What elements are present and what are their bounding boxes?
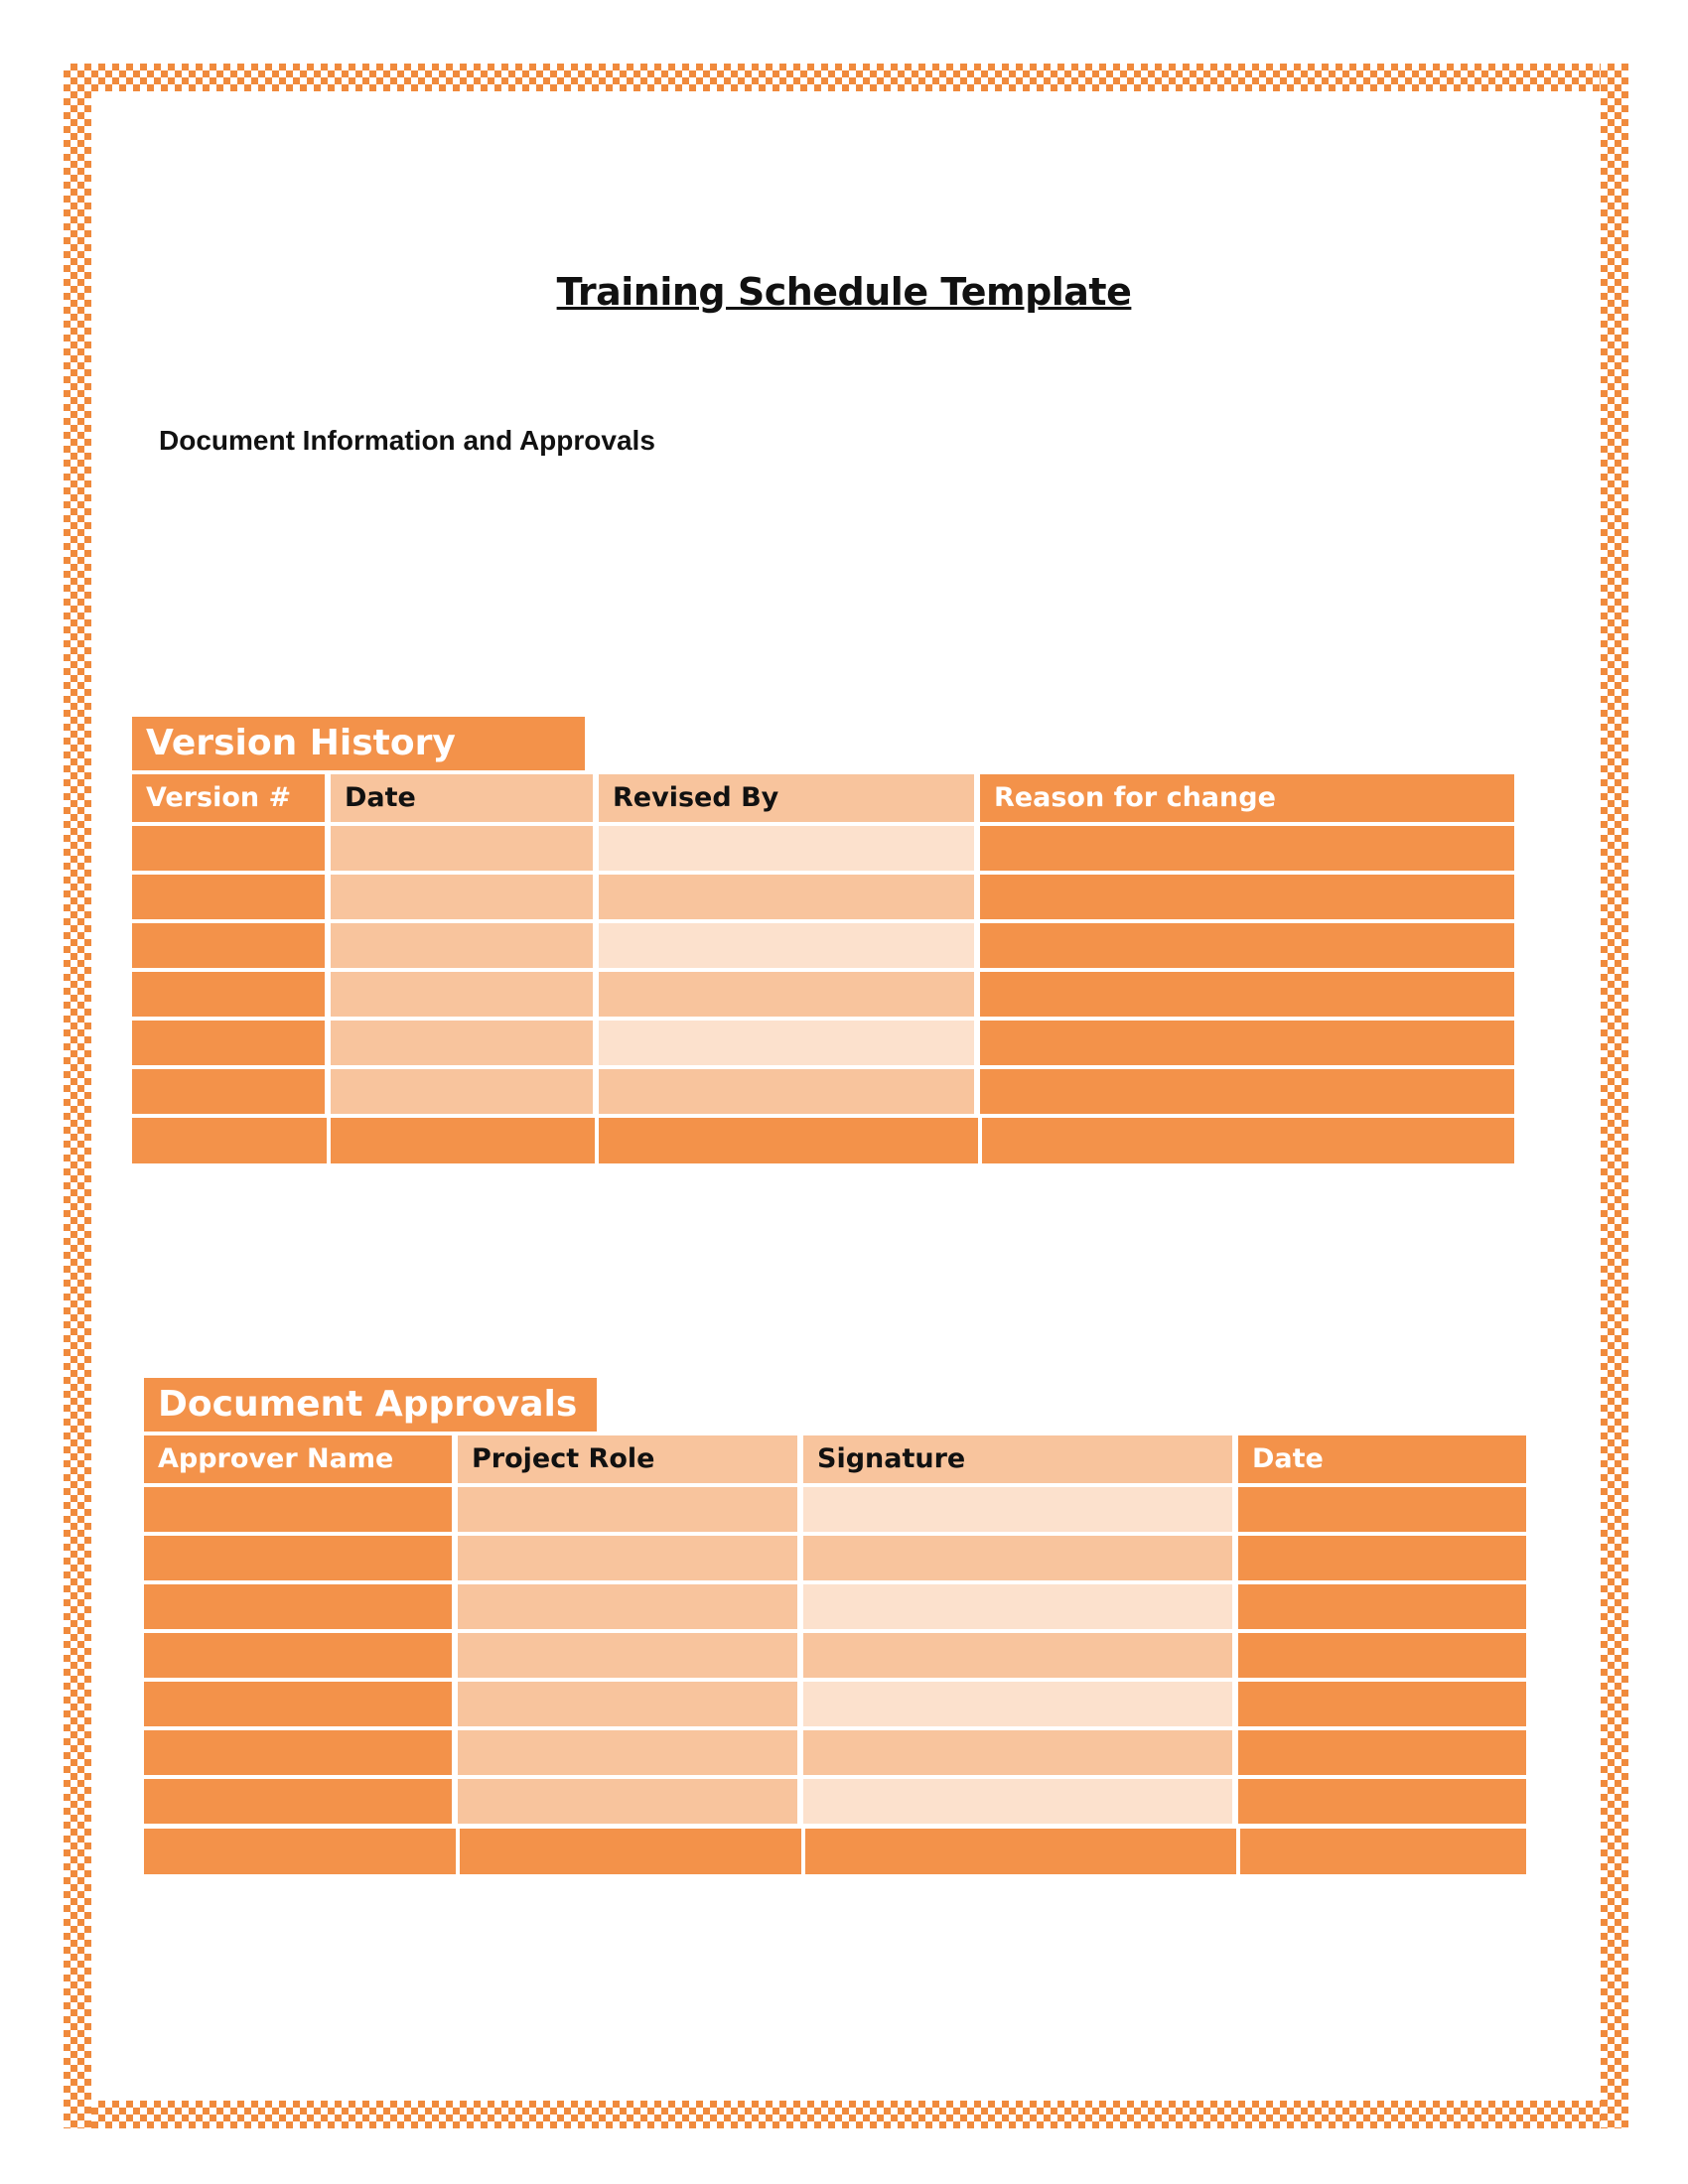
table-cell[interactable] xyxy=(132,826,325,871)
col-signature: Signature xyxy=(803,1435,1232,1483)
table-cell[interactable] xyxy=(980,875,1514,919)
table-row xyxy=(144,1730,1526,1775)
table-cell[interactable] xyxy=(1238,1536,1526,1580)
table-cell[interactable] xyxy=(144,1730,452,1775)
table-cell[interactable] xyxy=(1240,1829,1526,1874)
table-cell[interactable] xyxy=(803,1682,1232,1726)
col-version: Version # xyxy=(132,774,325,822)
table-cell[interactable] xyxy=(599,1069,974,1114)
table-cell[interactable] xyxy=(132,972,325,1017)
table-cell[interactable] xyxy=(458,1584,797,1629)
table-cell[interactable] xyxy=(599,826,974,871)
document-approvals-header xyxy=(144,1435,1526,1483)
table-cell[interactable] xyxy=(599,875,974,919)
section-subtitle: Document Information and Approvals xyxy=(159,425,655,456)
document-approvals-caption: Document Approvals xyxy=(144,1378,597,1432)
table-cell[interactable] xyxy=(458,1730,797,1775)
border-bottom xyxy=(64,2101,1628,2128)
table-cell[interactable] xyxy=(803,1487,1232,1532)
table-row xyxy=(132,972,1514,1017)
table-row xyxy=(144,1682,1526,1726)
version-history-table xyxy=(132,717,1514,1163)
table-cell[interactable] xyxy=(980,1069,1514,1114)
table-row xyxy=(144,1536,1526,1580)
version-history-caption: Version History xyxy=(132,717,585,770)
table-cell[interactable] xyxy=(144,1487,452,1532)
table-cell[interactable] xyxy=(1238,1584,1526,1629)
table-cell[interactable] xyxy=(331,1021,593,1065)
table-cell[interactable] xyxy=(1238,1779,1526,1824)
border-left xyxy=(64,64,91,2128)
table-cell[interactable] xyxy=(458,1536,797,1580)
table-cell[interactable] xyxy=(132,1118,327,1163)
table-cell[interactable] xyxy=(144,1682,452,1726)
table-cell[interactable] xyxy=(803,1584,1232,1629)
table-cell[interactable] xyxy=(458,1779,797,1824)
version-history-header xyxy=(132,774,1514,822)
table-cell[interactable] xyxy=(805,1829,1236,1874)
document-approvals-table xyxy=(144,1378,1526,1864)
table-row xyxy=(132,1021,1514,1065)
table-cell[interactable] xyxy=(331,1118,595,1163)
table-cell[interactable] xyxy=(144,1536,452,1580)
table-cell[interactable] xyxy=(803,1536,1232,1580)
table-cell[interactable] xyxy=(460,1829,801,1874)
table-cell[interactable] xyxy=(803,1779,1232,1824)
version-history-footer xyxy=(132,1118,1514,1163)
col-revised-by: Revised By xyxy=(599,774,974,822)
table-cell[interactable] xyxy=(803,1633,1232,1678)
table-cell[interactable] xyxy=(331,923,593,968)
table-cell[interactable] xyxy=(132,875,325,919)
table-row xyxy=(132,826,1514,871)
table-cell[interactable] xyxy=(331,972,593,1017)
table-row xyxy=(132,1069,1514,1114)
border-right xyxy=(1601,64,1628,2128)
table-cell[interactable] xyxy=(599,972,974,1017)
table-cell[interactable] xyxy=(144,1779,452,1824)
document-approvals-body xyxy=(144,1487,1526,1828)
table-cell[interactable] xyxy=(144,1633,452,1678)
table-cell[interactable] xyxy=(458,1682,797,1726)
border-top xyxy=(64,64,1628,91)
table-cell[interactable] xyxy=(144,1584,452,1629)
table-cell[interactable] xyxy=(132,1069,325,1114)
table-cell[interactable] xyxy=(458,1633,797,1678)
table-cell[interactable] xyxy=(132,1021,325,1065)
table-cell[interactable] xyxy=(132,923,325,968)
table-cell[interactable] xyxy=(144,1829,456,1874)
document-approvals-footer xyxy=(144,1829,1526,1874)
table-cell[interactable] xyxy=(1238,1487,1526,1532)
table-cell[interactable] xyxy=(331,1069,593,1114)
table-cell[interactable] xyxy=(980,923,1514,968)
table-cell[interactable] xyxy=(331,826,593,871)
table-row xyxy=(132,923,1514,968)
version-history-body xyxy=(132,826,1514,1118)
col-date: Date xyxy=(1238,1435,1526,1483)
table-row xyxy=(144,1584,1526,1629)
table-cell[interactable] xyxy=(599,1021,974,1065)
col-date: Date xyxy=(331,774,593,822)
table-cell[interactable] xyxy=(331,875,593,919)
table-cell[interactable] xyxy=(982,1118,1514,1163)
table-cell[interactable] xyxy=(1238,1730,1526,1775)
table-cell[interactable] xyxy=(803,1730,1232,1775)
table-row xyxy=(144,1779,1526,1824)
col-approver-name: Approver Name xyxy=(144,1435,452,1483)
table-cell[interactable] xyxy=(1238,1633,1526,1678)
table-row xyxy=(144,1487,1526,1532)
table-cell[interactable] xyxy=(599,923,974,968)
table-cell[interactable] xyxy=(980,972,1514,1017)
table-cell[interactable] xyxy=(980,1021,1514,1065)
col-project-role: Project Role xyxy=(458,1435,797,1483)
col-reason: Reason for change xyxy=(980,774,1514,822)
table-cell[interactable] xyxy=(980,826,1514,871)
table-row xyxy=(132,875,1514,919)
table-row xyxy=(144,1633,1526,1678)
table-cell[interactable] xyxy=(1238,1682,1526,1726)
page-title: Training Schedule Template xyxy=(556,270,1132,314)
table-cell[interactable] xyxy=(599,1118,978,1163)
table-cell[interactable] xyxy=(458,1487,797,1532)
